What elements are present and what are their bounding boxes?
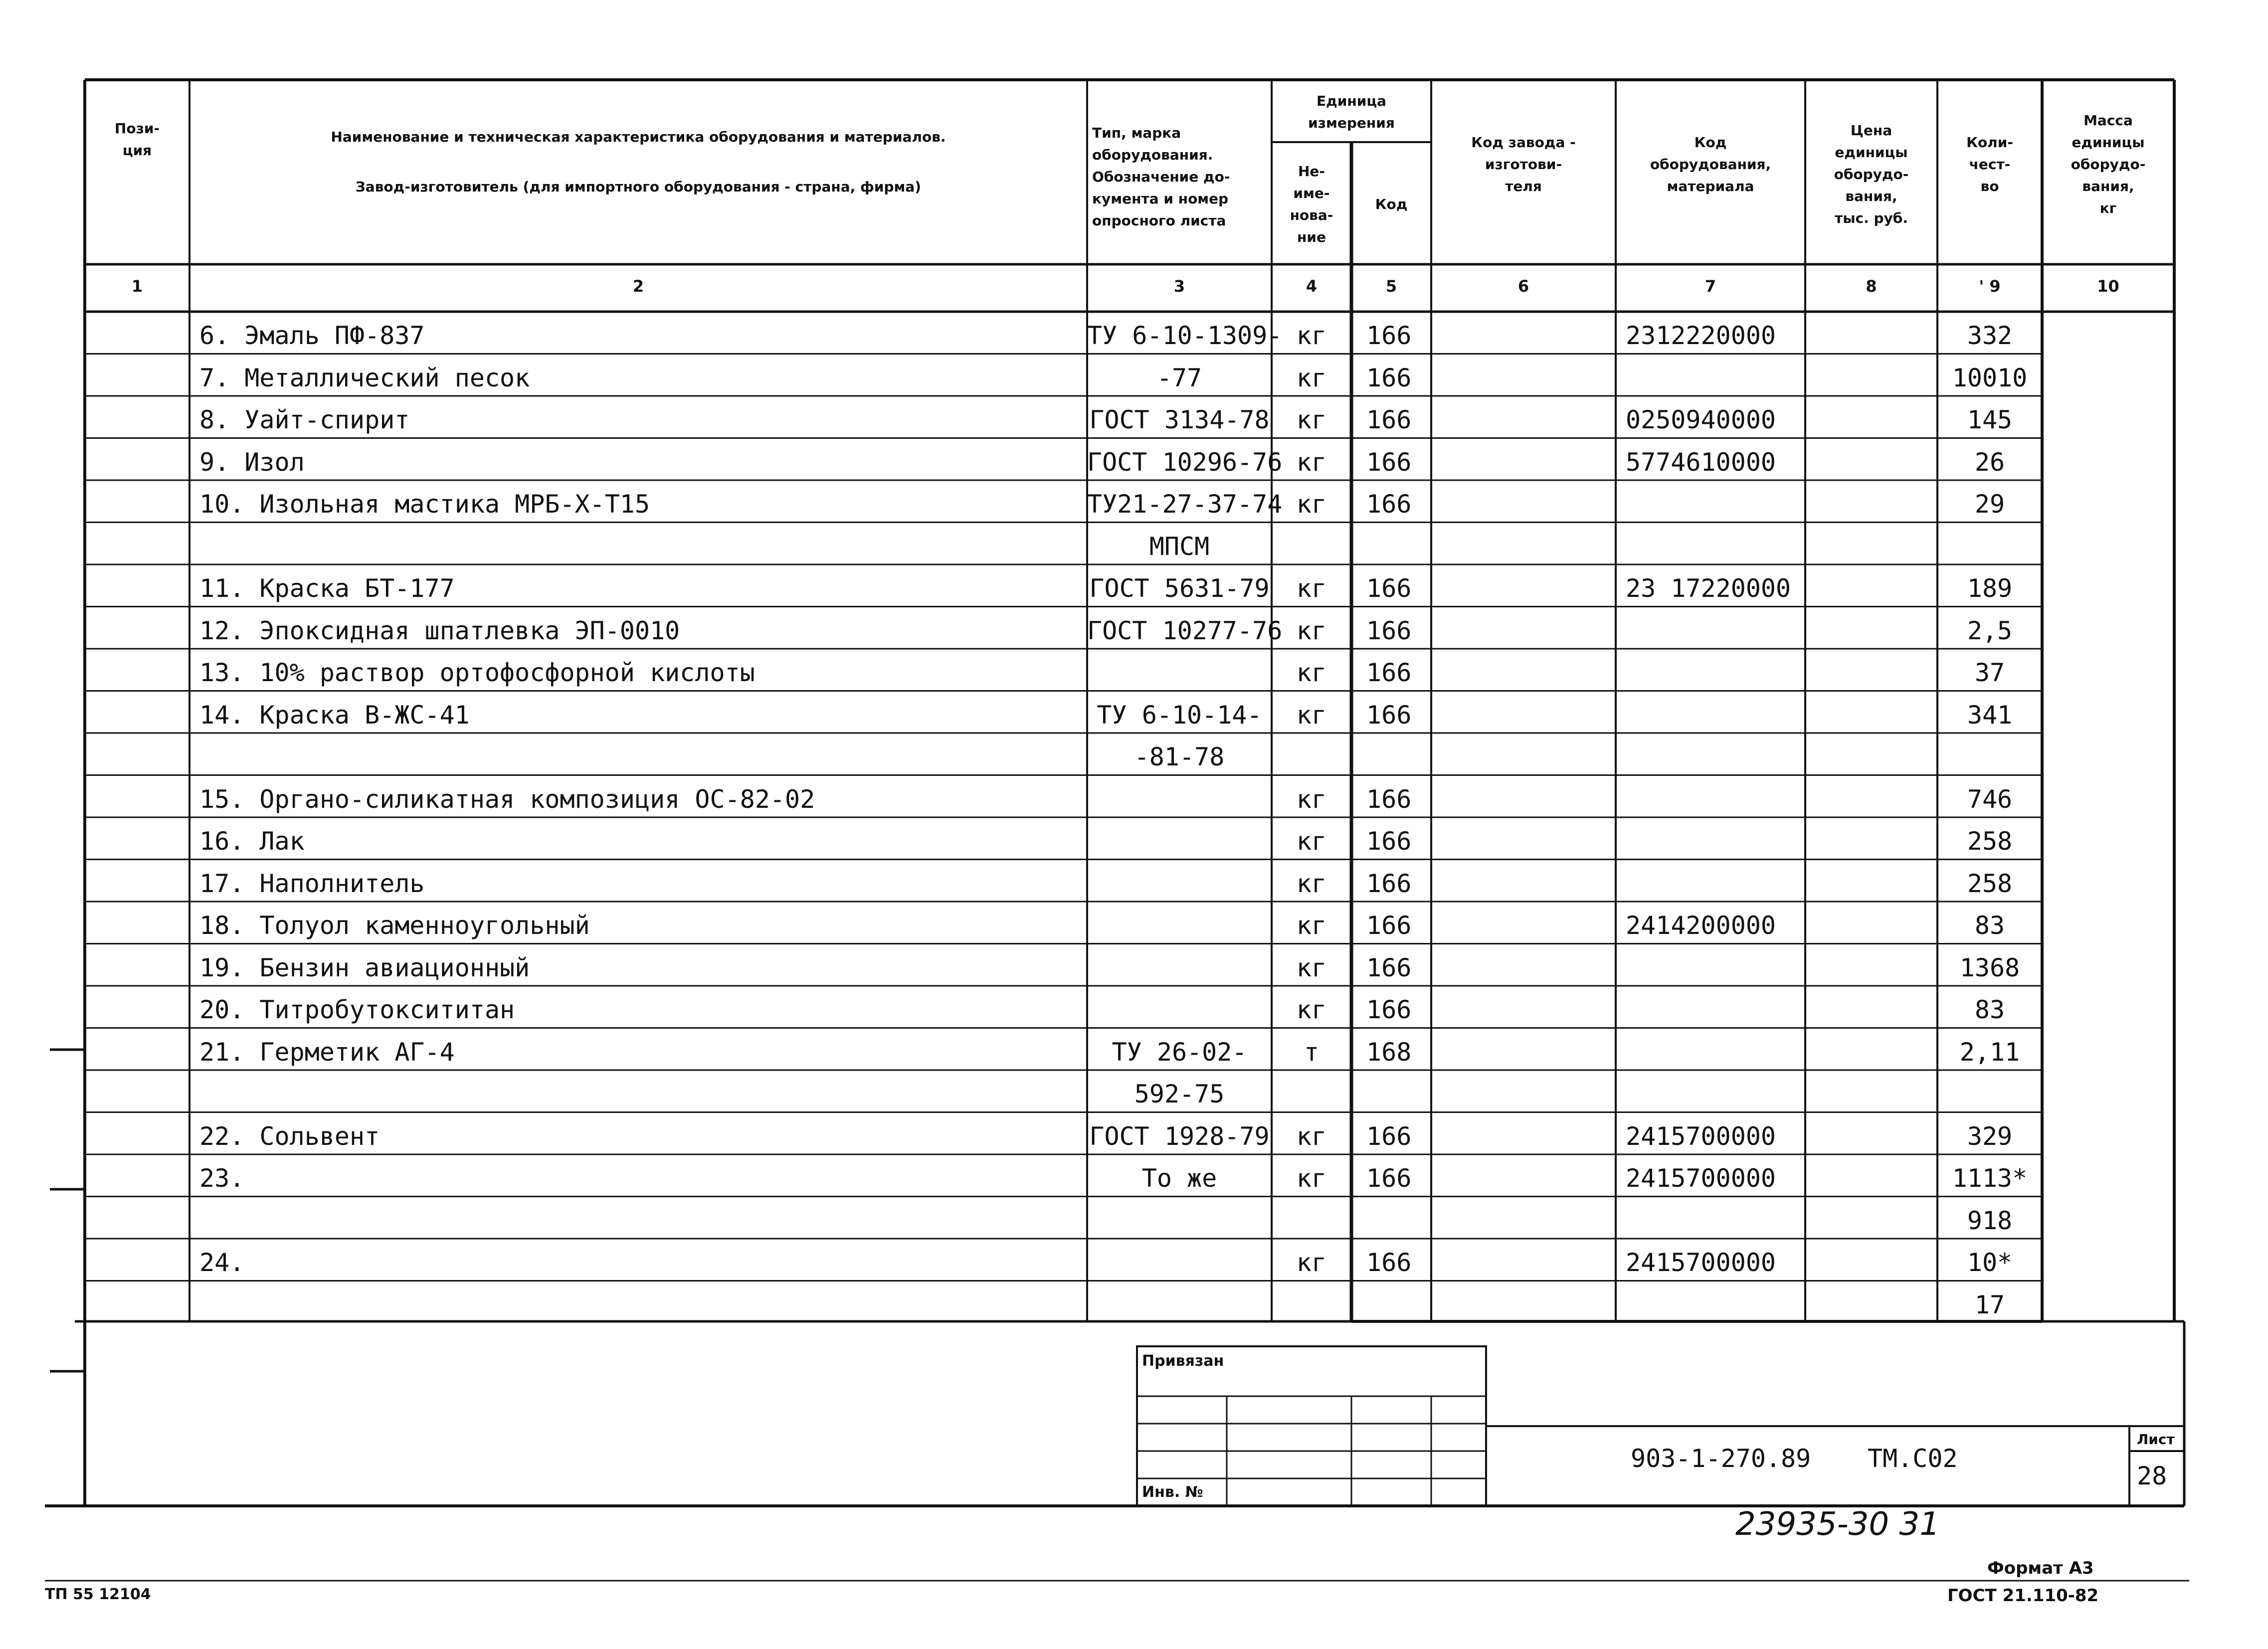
row-material-code: 23 17220000 [1626,574,1791,603]
row-document: ГОСТ 10277-76 [1087,616,1283,645]
header-quantity: Коли- чест- во [1966,134,2013,194]
sheet-number: 28 [2137,1462,2167,1490]
header-name-line1: Наименование и техническая характеристика оборудования и материалов. [331,129,946,145]
row-document: ГОСТ 1928-79 [1089,1121,1270,1151]
row-unit-code: 166 [1366,321,1412,350]
row-material-code: 2415700000 [1626,1164,1776,1193]
row-unit-code: 166 [1366,616,1412,645]
row-quantity: 189 [1967,574,2013,603]
header-material-code: Код оборудования, материала [1650,134,1771,194]
row-quantity: 145 [1967,405,2013,434]
stamp-inv-label: Инв. № [1142,1483,1203,1501]
row-item-name: 9. Изол [199,447,305,477]
row-item-name: 20. Титробутоксититан [199,995,515,1024]
header-unit-code: Код [1375,196,1408,212]
row-unit-code: 166 [1366,953,1412,982]
row-document: ТУ 26-02- [1112,1037,1247,1067]
row-unit: кг [1296,784,1327,814]
row-document: -77 [1156,363,1202,392]
document-code: 903-1-270.89 [1631,1444,1811,1473]
row-material-code: 5774610000 [1626,447,1776,477]
row-item-name: 8. Уайт-спирит [199,405,410,434]
row-item-name: 19. Бензин авиационный [199,953,530,982]
row-unit: кг [1296,321,1327,350]
row-item-name: 18. Толуол каменноугольный [199,911,590,940]
row-quantity: 332 [1967,321,2013,350]
row-unit: т [1304,1037,1320,1067]
row-unit: кг [1296,827,1327,856]
header-type: Тип, марка оборудования. Обозначение до- кумента и номер опросного листа [1092,125,1230,229]
row-unit-code: 166 [1366,363,1412,392]
row-quantity: 83 [1974,911,2005,940]
row-unit-code: 166 [1366,658,1412,687]
row-document: ГОСТ 10296-76 [1087,447,1283,477]
row-unit: кг [1296,995,1327,1024]
row-unit: кг [1296,1248,1327,1277]
row-unit: кг [1296,574,1327,603]
row-item-name: 22. Сольвент [199,1121,380,1151]
row-item-name: 23. [199,1164,245,1193]
row-unit-code: 166 [1366,869,1412,898]
row-unit-code: 166 [1366,447,1412,477]
row-material-code: 2312220000 [1626,321,1776,350]
format-label: Формат А3 [1987,1558,2094,1578]
header-position: Пози- ция [114,120,160,159]
row-unit: кг [1296,911,1327,940]
tp-label: ТП 55 12104 [45,1586,151,1603]
column-number: 4 [1306,277,1318,296]
row-unit: кг [1296,658,1327,687]
column-number: 6 [1517,277,1529,296]
row-unit: кг [1296,363,1327,392]
row-unit-code: 166 [1366,574,1412,603]
row-unit-code: 166 [1366,995,1412,1024]
row-unit: кг [1296,490,1327,519]
row-quantity: 1368 [1959,953,2020,982]
header-name-line2: Завод-изготовитель (для импортного оборудования - страна, фирма) [355,179,922,195]
row-quantity: 918 [1967,1206,2013,1235]
row-quantity: 2,5 [1967,616,2013,645]
row-item-name: 11. Краска БТ-177 [199,574,455,603]
row-unit-code: 166 [1366,490,1412,519]
handwritten-number: 23935-30 31 [1735,1506,1940,1543]
row-quantity: 341 [1967,700,2013,730]
row-unit-code: 166 [1366,784,1412,814]
column-number: 8 [1866,277,1877,296]
document-part: ТМ.С02 [1868,1444,1958,1473]
column-number: 2 [632,277,644,296]
row-item-name: 21. Герметик АГ-4 [199,1037,455,1067]
row-item-name: 24. [199,1248,245,1277]
sheet-label: Лист [2137,1431,2175,1448]
column-number: 7 [1704,277,1716,296]
row-material-code: 0250940000 [1626,405,1776,434]
row-unit-code: 166 [1366,405,1412,434]
column-number: 10 [2097,277,2119,296]
row-document: ГОСТ 3134-78 [1089,405,1270,434]
row-quantity: 1113* [1952,1164,2028,1193]
row-quantity: 329 [1967,1121,2013,1151]
row-item-name: 13. 10% раствор ортофосфорной кислоты [199,658,755,687]
row-unit: кг [1296,447,1327,477]
row-document: 592-75 [1134,1080,1225,1108]
gost-label: ГОСТ 21.110-82 [1947,1586,2099,1606]
row-quantity: 37 [1974,658,2005,687]
row-material-code: 2415700000 [1626,1121,1776,1151]
row-unit: кг [1296,700,1327,730]
row-quantity: 10010 [1952,363,2028,392]
row-document: ТУ 6-10-1309- [1087,321,1283,350]
row-unit: кг [1296,616,1327,645]
row-unit: кг [1296,953,1327,982]
row-item-name: 10. Изольная мастика МРБ-Х-Т15 [199,490,650,519]
header-unit-name: Не- име- нова- ние [1290,163,1333,245]
column-number: 3 [1173,277,1185,296]
row-unit-code: 166 [1366,1248,1412,1277]
row-quantity: 746 [1967,784,2013,814]
column-number: 5 [1385,277,1397,296]
row-unit: кг [1296,1121,1327,1151]
row-material-code: 2414200000 [1626,911,1776,940]
row-quantity: 83 [1974,995,2005,1024]
row-document: -81-78 [1134,742,1225,771]
row-item-name: 15. Органо-силикатная композиция ОС-82-02 [199,784,815,814]
header-unit-group: Единица измерения [1308,93,1395,131]
row-item-name: 17. Наполнитель [199,869,425,898]
header-factory-code: Код завода - изготови- теля [1471,134,1576,194]
column-number: ' 9 [1979,277,2001,296]
row-document: То же [1141,1164,1217,1193]
row-unit: кг [1296,405,1327,434]
row-quantity: 258 [1967,869,2013,898]
row-quantity: 2,11 [1959,1037,2020,1067]
row-unit-code: 166 [1366,911,1412,940]
row-item-name: 7. Металлический песок [199,363,530,392]
row-quantity: 258 [1967,827,2013,856]
row-unit-code: 166 [1366,1121,1412,1151]
row-unit: кг [1296,1164,1327,1193]
row-unit-code: 168 [1366,1037,1412,1067]
row-item-name: 16. Лак [199,827,305,856]
row-document: МПСМ [1149,532,1210,561]
header-price: Цена единицы оборудо- вания, тыс. руб. [1834,122,1909,226]
row-quantity: 26 [1974,447,2005,477]
row-quantity: 29 [1974,490,2005,519]
stamp-bound-label: Привязан [1142,1352,1224,1370]
row-item-name: 6. Эмаль ПФ-837 [199,321,425,350]
row-item-name: 12. Эпоксидная шпатлевка ЭП-0010 [199,616,680,645]
row-document: ТУ21-27-37-74 [1087,490,1283,519]
row-unit-code: 166 [1366,1164,1412,1193]
header-mass: Масса единицы оборудо- вания, кг [2071,112,2146,216]
column-number: 1 [131,277,143,296]
row-quantity: 10* [1967,1248,2013,1277]
row-quantity: 17 [1974,1290,2005,1319]
row-document: ТУ 6-10-14- [1097,700,1262,730]
row-unit-code: 166 [1366,700,1412,730]
row-document: ГОСТ 5631-79 [1089,574,1270,603]
row-material-code: 2415700000 [1626,1248,1776,1277]
row-unit: кг [1296,869,1327,898]
row-item-name: 14. Краска В-ЖС-41 [199,700,470,730]
row-unit-code: 166 [1366,827,1412,856]
